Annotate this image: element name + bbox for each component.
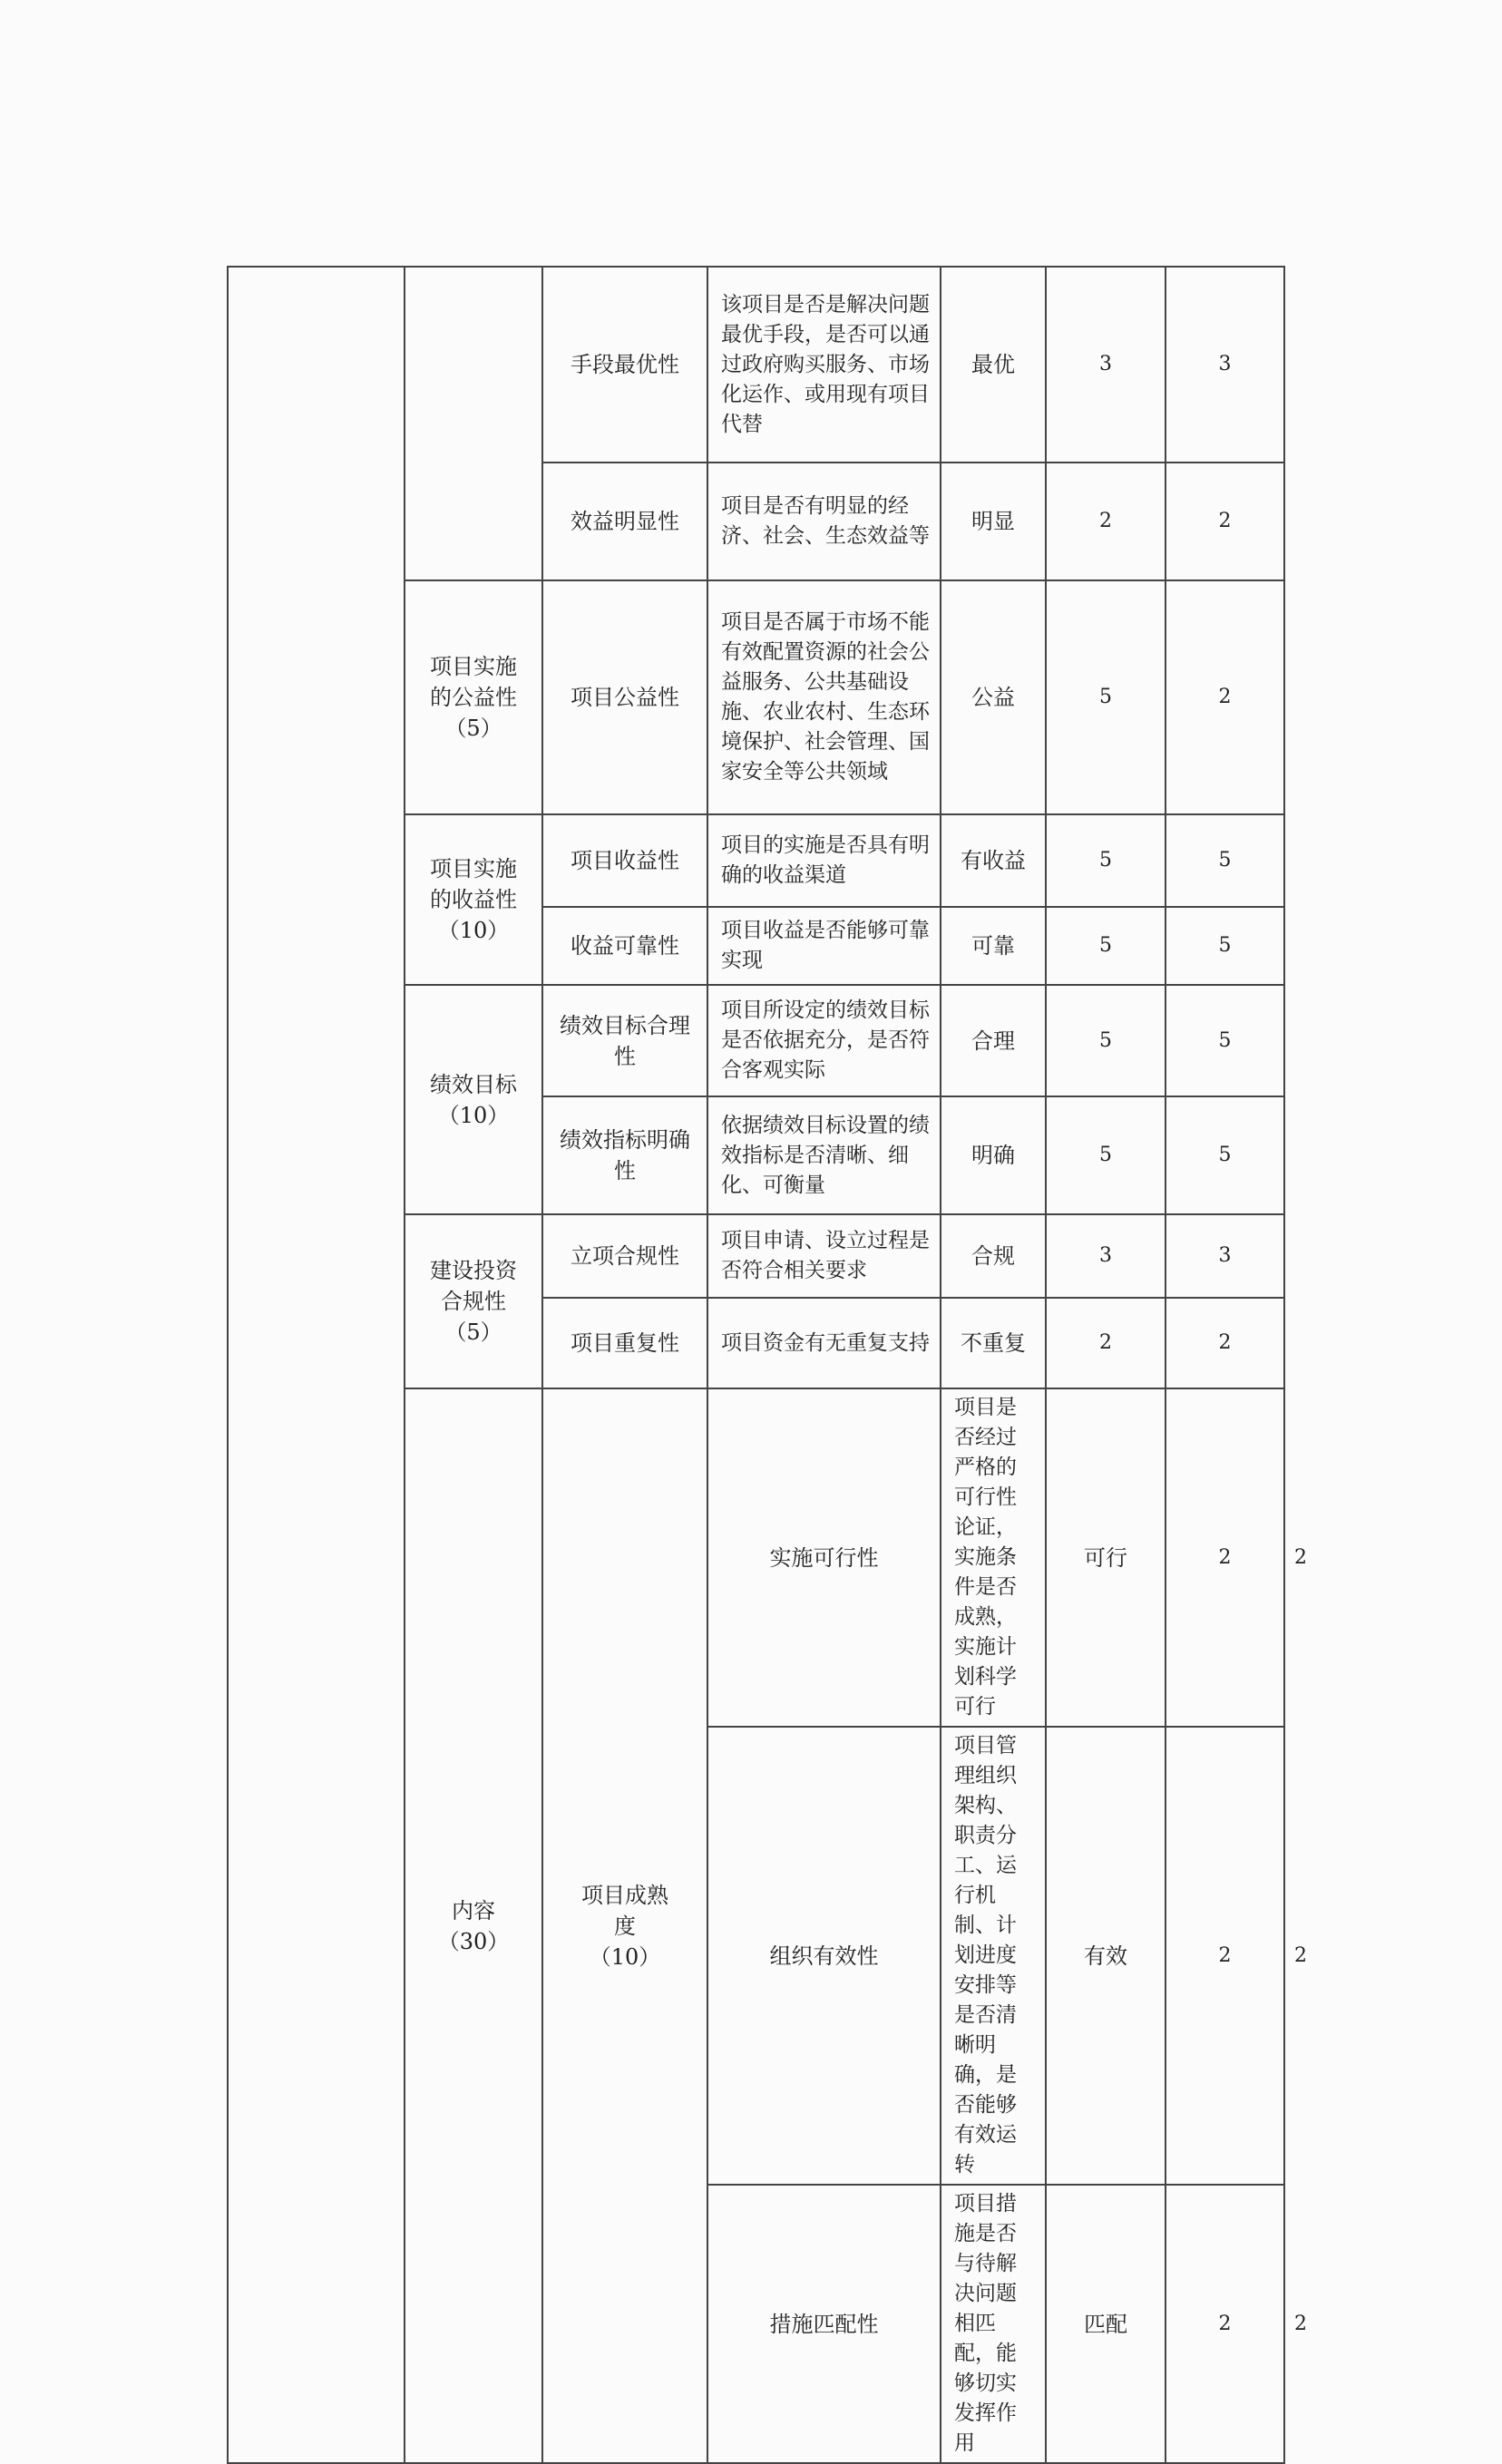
group-name: 的公益性 — [430, 685, 517, 710]
table-row: 组织有效性 项目管理组织架构、职责分工、运行机制、计划进度安排等是否清晰明确，是否能够有效运转 有效 2 2 — [228, 1727, 1284, 2185]
standard-cell: 合理 — [941, 985, 1046, 1096]
standard-cell: 有收益 — [941, 814, 1046, 907]
table-row: 措施匹配性 项目措施是否与待解决问题相匹配，能够切实发挥作用 匹配 2 2 — [228, 2185, 1284, 2463]
weight-cell: 2 — [1046, 463, 1166, 580]
indicator-cell: 手段最优性 — [542, 267, 707, 463]
weight-cell: 2 — [1166, 2185, 1284, 2463]
weight-cell: 5 — [1046, 907, 1166, 985]
weight-cell: 2 — [1046, 1298, 1166, 1388]
group-name: 合规性 — [441, 1289, 506, 1314]
description-cell: 项目管理组织架构、职责分工、运行机制、计划进度安排等是否清晰明确，是否能够有效运转 — [941, 1727, 1046, 2185]
score-cell: 3 — [1166, 1214, 1284, 1298]
group-points: （5） — [444, 716, 502, 741]
indicator-cell: 项目收益性 — [542, 814, 707, 907]
weight-cell: 5 — [1046, 985, 1166, 1096]
description-cell: 项目所设定的绩效目标是否依据充分，是否符合客观实际 — [707, 985, 941, 1096]
category-cell-empty — [228, 267, 405, 2463]
category-cell — [405, 1388, 542, 2463]
group-name: 项目成熟 — [581, 1882, 668, 1908]
group-name: 的收益性 — [430, 887, 517, 912]
weight-cell: 5 — [1046, 1096, 1166, 1214]
weight-cell: 2 — [1166, 1388, 1284, 1727]
indicator-cell: 项目重复性 — [542, 1298, 707, 1388]
indicator-cell: 收益可靠性 — [542, 907, 707, 985]
standard-cell: 匹配 — [1046, 2185, 1166, 2463]
description-cell: 项目的实施是否具有明确的收益渠道 — [707, 814, 941, 907]
description-cell: 依据绩效目标设置的绩效指标是否清晰、细化、可衡量 — [707, 1096, 941, 1214]
standard-cell: 公益 — [941, 580, 1046, 814]
weight-cell: 3 — [1046, 1214, 1166, 1298]
score-cell: 2 — [1166, 580, 1284, 814]
description-cell: 项目是否经过严格的可行性论证，实施条件是否成熟，实施计划科学可行 — [941, 1388, 1046, 1727]
description-cell: 项目收益是否能够可靠实现 — [707, 907, 941, 985]
category-name: 内容 — [452, 1897, 495, 1923]
category-points: （30） — [437, 1928, 510, 1954]
weight-cell: 2 — [1166, 1727, 1284, 2185]
standard-cell: 有效 — [1046, 1727, 1166, 2185]
table-row: 内容 （30） 项目成熟 度 （10） 实施可行性 项目是否经过严格的可行性论证，实施条件是否成熟，实施计划科学可行 可行 2 2 — [228, 1388, 1284, 1727]
description-cell: 项目是否属于市场不能有效配置资源的社会公益服务、公共基础设施、农业农村、生态环境保护、社会管理、国家安全等公共领域 — [707, 580, 941, 814]
score-cell: 5 — [1166, 985, 1284, 1096]
description-cell: 项目是否有明显的经济、社会、生态效益等 — [707, 463, 941, 580]
standard-cell: 合规 — [941, 1214, 1046, 1298]
group-cell-revenue — [405, 814, 542, 985]
description-cell: 项目措施是否与待解决问题相匹配，能够切实发挥作用 — [941, 2185, 1046, 2463]
weight-cell: 5 — [1046, 580, 1166, 814]
indicator-cell: 绩效指标明确性 — [542, 1096, 707, 1214]
score-cell: 5 — [1166, 1096, 1284, 1214]
table-row — [228, 267, 1284, 463]
score-cell: 3 — [1166, 267, 1284, 463]
description-cell: 该项目是否是解决问题最优手段，是否可以通过政府购买服务、市场化运作、或用现有项目代替 — [707, 267, 941, 463]
group-points: （10） — [437, 918, 510, 943]
standard-cell: 明显 — [941, 463, 1046, 580]
standard-cell: 不重复 — [941, 1298, 1046, 1388]
standard-cell: 明确 — [941, 1096, 1046, 1214]
indicator-cell: 效益明显性 — [542, 463, 707, 580]
group-cell-public — [405, 580, 542, 814]
score-cell: 5 — [1166, 907, 1284, 985]
indicator-cell: 绩效目标合理性 — [542, 985, 707, 1096]
group-name: 建设投资 — [430, 1258, 517, 1283]
weight-cell: 3 — [1046, 267, 1166, 463]
description-cell: 项目申请、设立过程是否符合相关要求 — [707, 1214, 941, 1298]
indicator-cell: 措施匹配性 — [707, 2185, 941, 2463]
indicator-cell: 项目公益性 — [542, 580, 707, 814]
group-cell-maturity — [542, 1388, 707, 2463]
group-points: （10） — [437, 1102, 510, 1128]
group-name: 度 — [614, 1913, 636, 1939]
group-name: 项目实施 — [430, 654, 517, 679]
score-cell: 5 — [1166, 814, 1284, 907]
standard-cell: 可靠 — [941, 907, 1046, 985]
group-cell-perf — [405, 985, 542, 1214]
evaluation-table — [227, 266, 1307, 2464]
description-cell: 项目资金有无重复支持 — [707, 1298, 941, 1388]
standard-cell: 最优 — [941, 267, 1046, 463]
indicator-cell: 实施可行性 — [707, 1388, 941, 1727]
indicator-cell: 组织有效性 — [707, 1727, 941, 2185]
weight-cell: 5 — [1046, 814, 1166, 907]
group-points: （5） — [444, 1320, 502, 1345]
indicator-cell: 立项合规性 — [542, 1214, 707, 1298]
group-name: 项目实施 — [430, 856, 517, 881]
group-points: （10） — [589, 1943, 661, 1970]
group-cell-compliance — [405, 1214, 542, 1388]
score-cell: 2 — [1166, 463, 1284, 580]
group-name: 绩效目标 — [430, 1071, 517, 1097]
standard-cell: 可行 — [1046, 1388, 1166, 1727]
score-cell: 2 — [1166, 1298, 1284, 1388]
group-cell-empty — [405, 267, 542, 580]
